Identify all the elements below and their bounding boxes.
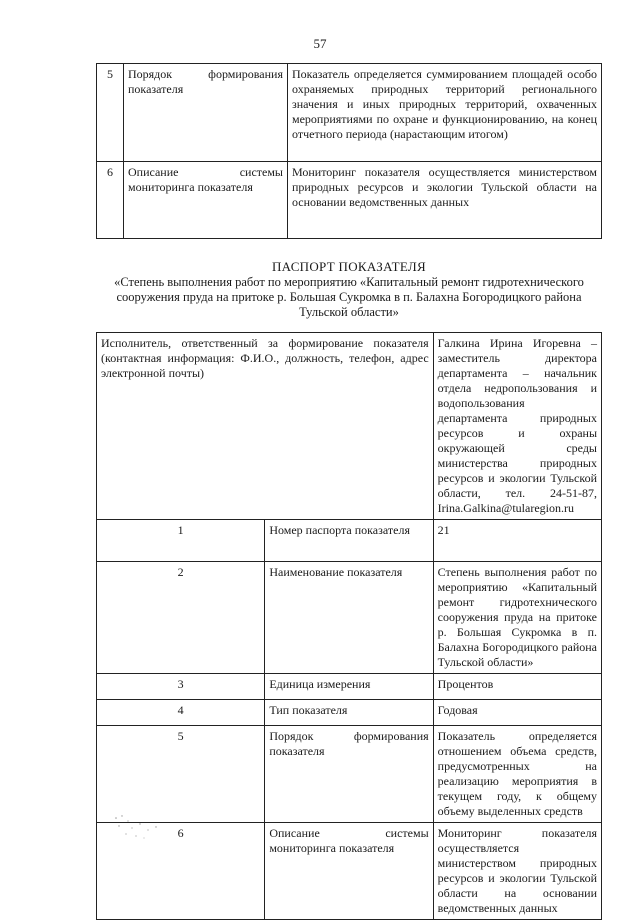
row-value: Показатель определяется отношением объема средств, предусмотренных на реализацию мероприятия в текущем году, к общему объему выделенных средств	[433, 726, 601, 823]
row-label: Тип показателя	[265, 700, 433, 726]
row-number: 1	[97, 520, 265, 562]
table-row	[97, 700, 602, 726]
passport-subtitle: «Степень выполнения работ по мероприятию «Капитальный ремонт гидротехнического сооружения пруда на притоке р. Большая Сукромка в п. Балахна Богородицкого района Тульской области»	[114, 275, 584, 319]
row-value: Процентов	[433, 674, 601, 700]
row-value: Мониторинг показателя осуществляется министерством природных ресурсов и экологии Тульской области на основании ведомственных данных	[288, 162, 602, 239]
row-number: 6	[97, 162, 124, 239]
table-row	[97, 64, 602, 162]
row-value: Показатель определяется суммированием площадей особо охраняемых природных территорий регионального значения и иных природных территорий, охваченных мероприятиями по охране и функционированию, на конец отчетного периода (нарастающим итогом)	[288, 64, 602, 162]
row-value: Годовая	[433, 700, 601, 726]
row-value: Степень выполнения работ по мероприятию «Капитальный ремонт гидротехнического сооружения пруда на притоке р. Большая Сукромка в п. Балахна Богородицкого района Тульской области»	[433, 562, 601, 674]
row-value: Мониторинг показателя осуществляется министерством природных ресурсов и экологии Тульской области на основании ведомственных данных	[433, 823, 601, 920]
row-label: Номер паспорта показателя	[265, 520, 433, 562]
contact-value: Галкина Ирина Игоревна – заместитель директора департамента – начальник отдела недропользования и водопользования департамента природных ресурсов и охраны окружающей среды министерства природных ресурсов и экологии Тульской области, тел. 24-51-87, Irina.Galkina@tularegion.ru	[433, 333, 601, 520]
row-label: Единица измерения	[265, 674, 433, 700]
row-number: 5	[97, 64, 124, 162]
table-row	[97, 562, 602, 674]
row-number: 4	[97, 700, 265, 726]
table-row	[97, 726, 602, 823]
row-number: 5	[97, 726, 265, 823]
row-label: Наименование показателя	[265, 562, 433, 674]
table-row	[97, 162, 602, 239]
passport-table	[96, 332, 602, 920]
table-row	[97, 520, 602, 562]
contact-label: Исполнитель, ответственный за формирование показателя (контактная информация: Ф.И.О., должность, телефон, адрес электронной почты)	[97, 333, 434, 520]
row-number: 2	[97, 562, 265, 674]
row-value: 21	[433, 520, 601, 562]
page-number: 57	[313, 36, 327, 51]
row-label: Описание системы мониторинга показателя	[265, 823, 433, 920]
row-label: Порядок формирования показателя	[124, 64, 288, 162]
row-label: Описание системы мониторинга показателя	[124, 162, 288, 239]
row-label: Порядок формирования показателя	[265, 726, 433, 823]
top-table	[96, 63, 602, 239]
passport-heading	[96, 259, 602, 320]
table-row	[97, 333, 602, 520]
passport-title: ПАСПОРТ ПОКАЗАТЕЛЯ	[271, 259, 427, 274]
table-row	[97, 674, 602, 700]
row-number: 6	[97, 823, 265, 920]
scan-speckle-mark	[110, 812, 170, 842]
row-number: 3	[97, 674, 265, 700]
